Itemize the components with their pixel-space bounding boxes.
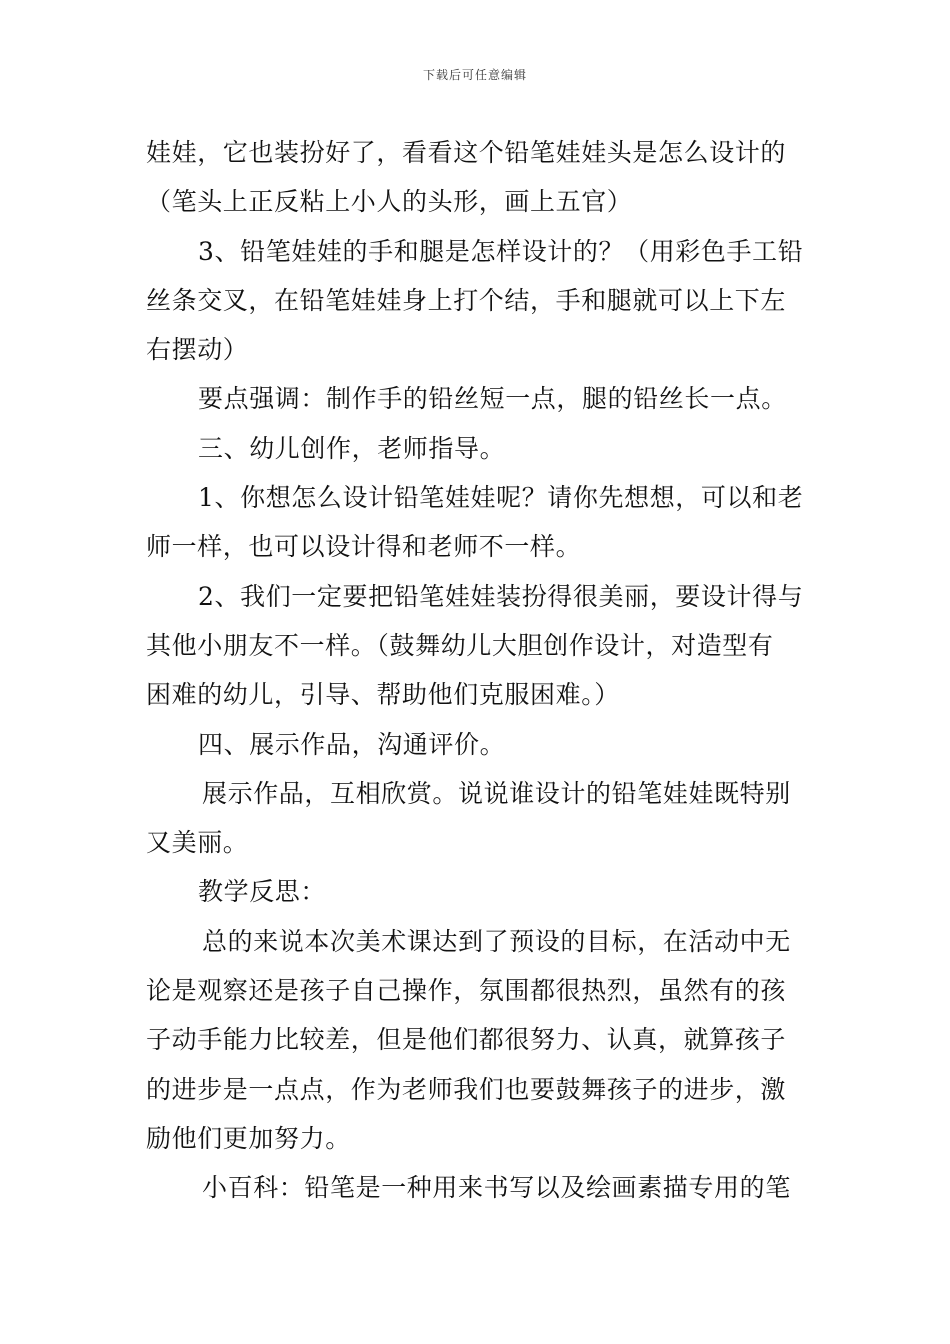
text-line: 三、幼儿创作，老师指导。 bbox=[198, 433, 506, 463]
text-line: 的进步是一点点，作为老师我们也要鼓舞孩子的进步，激 bbox=[146, 1074, 787, 1104]
text-line: 小百科：铅笔是一种用来书写以及绘画素描专用的笔 bbox=[202, 1173, 791, 1203]
text-line: 右摆动） bbox=[146, 335, 249, 365]
text-line: 1、你想怎么设计铅笔娃娃呢？请你先想想，可以和老 bbox=[198, 483, 804, 513]
text-line: 师一样，也可以设计得和老师不一样。 bbox=[146, 532, 582, 562]
text-line: 要点强调：制作手的铅丝短一点，腿的铅丝长一点。 bbox=[198, 384, 787, 414]
text-line: 展示作品，互相欣赏。说说谁设计的铅笔娃娃既特别 bbox=[202, 778, 791, 808]
page-header: 下载后可任意编辑 bbox=[422, 68, 527, 82]
text-line: 3、铅笔娃娃的手和腿是怎样设计的？（用彩色手工铅 bbox=[198, 236, 804, 266]
text-line: （笔头上正反粘上小人的头形，画上五官） bbox=[146, 187, 633, 217]
text-line: 又美丽。 bbox=[146, 828, 249, 858]
text-line: 困难的幼儿，引导、帮助他们克服困难。） bbox=[146, 680, 620, 710]
text-line: 2、我们一定要把铅笔娃娃装扮得很美丽，要设计得与 bbox=[198, 581, 804, 611]
text-line: 娃娃，它也装扮好了，看看这个铅笔娃娃头是怎么设计的 bbox=[146, 138, 787, 167]
text-line: 丝条交叉，在铅笔娃娃身上打个结，手和腿就可以上下左 bbox=[146, 285, 787, 315]
text-line: 总的来说本次美术课达到了预设的目标，在活动中无 bbox=[202, 926, 791, 956]
text-line: 论是观察还是孩子自己操作，氛围都很热烈，虽然有的孩 bbox=[146, 976, 787, 1006]
text-line: 子动手能力比较差，但是他们都很努力、认真，就算孩子 bbox=[146, 1025, 787, 1055]
document-body bbox=[146, 128, 808, 1213]
text-line: 其他小朋友不一样。（鼓舞幼儿大胆创作设计，对造型有 bbox=[146, 630, 774, 660]
text-line: 励他们更加努力。 bbox=[146, 1123, 351, 1153]
text-line: 四、展示作品，沟通评价。 bbox=[198, 729, 506, 759]
text-line: 教学反思： bbox=[198, 877, 327, 907]
